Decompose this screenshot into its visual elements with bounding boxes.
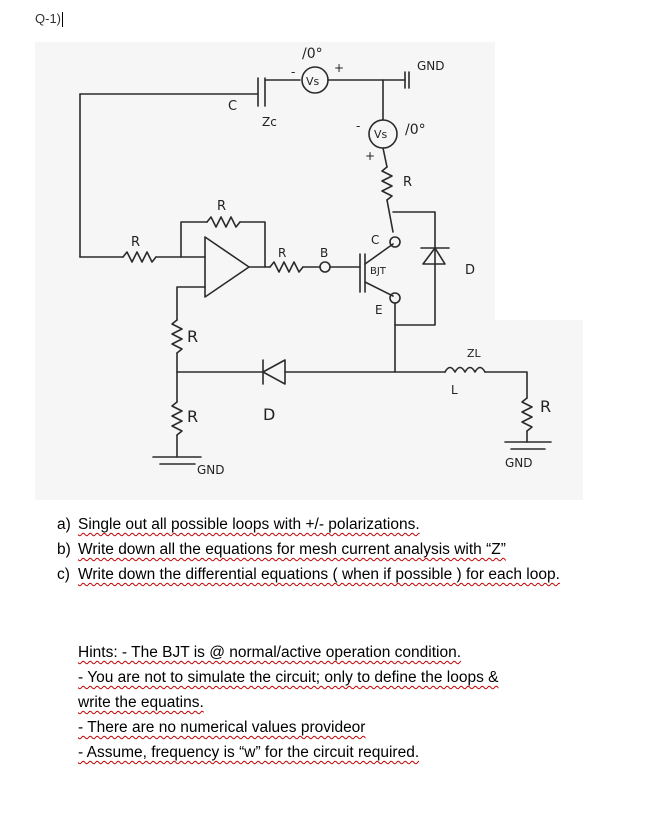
r-fb-label: R	[217, 199, 227, 214]
r-left-low-resistor	[172, 402, 182, 435]
r-right-resistor	[522, 398, 532, 431]
zl-label: ZL	[467, 347, 481, 360]
diode-right-down	[395, 264, 435, 325]
l-label: L	[451, 383, 458, 397]
hint-line: - There are no numerical values provideor	[78, 719, 366, 736]
r-to-collector	[387, 200, 393, 232]
r-in-label: R	[131, 235, 141, 250]
r-series-label: R	[403, 175, 413, 190]
collector-node	[390, 237, 400, 247]
hint-line: - You are not to simulate the circuit; only to define the loops &	[78, 669, 499, 686]
question-b: b) Write down all the equations for mesh current analysis with “Z”	[57, 541, 506, 558]
circuit-diagram	[35, 42, 583, 500]
emitter-node	[390, 293, 400, 303]
b-label: B	[320, 246, 329, 260]
r-right-label: R	[540, 397, 552, 416]
gnd-top-label: GND	[417, 59, 445, 73]
minus-mid-label: -	[356, 119, 361, 133]
d-right-label: D	[465, 263, 476, 278]
question-label: Q-1)	[35, 11, 61, 26]
bjt-label: BJT	[370, 266, 386, 277]
zc-label: Zc	[262, 115, 277, 129]
hints-block	[78, 640, 598, 765]
diode-bottom	[263, 360, 285, 384]
r-base-label: R	[278, 246, 287, 260]
r-left-mid-label: R	[187, 327, 199, 346]
hint-line: write the equatins.	[78, 694, 204, 711]
gnd-left-label: GND	[197, 463, 225, 477]
vs-mid-label: Vs	[374, 128, 388, 141]
r-fb-resistor	[207, 217, 240, 227]
gnd-left-symbol	[153, 457, 201, 464]
diode-right	[423, 248, 445, 264]
d-bottom-label: D	[263, 405, 276, 424]
r-in-resistor	[123, 252, 156, 262]
inductor-to-r	[485, 372, 527, 398]
r-left-mid-resistor	[172, 320, 182, 353]
minus-top-label: -	[291, 65, 296, 79]
vs-top-label: Vs	[306, 75, 320, 88]
angle-mid-label: /0°	[405, 122, 426, 138]
inductor	[445, 368, 485, 373]
text-cursor	[62, 12, 63, 27]
bjt-emitter	[365, 282, 393, 296]
e-label: E	[375, 303, 383, 317]
r-base-resistor	[270, 262, 303, 272]
opamp-feedback	[181, 222, 207, 257]
hint-line: - Assume, frequency is “w” for the circuit required.	[78, 744, 420, 761]
hint-line: Hints: - The BJT is @ normal/active operation condition.	[78, 644, 462, 661]
question-a: a) Single out all possible loops with +/- polarizations.	[57, 516, 420, 533]
r-left-low-label: R	[187, 407, 199, 426]
feedback-down	[240, 222, 265, 267]
questions-list	[57, 512, 617, 587]
bjt-body	[360, 254, 365, 292]
opamp-plus-wire	[177, 287, 205, 320]
bjt-collector	[365, 244, 393, 264]
plus-mid-label: +	[365, 149, 376, 163]
r-series-resistor	[382, 167, 392, 200]
c-label: C	[371, 233, 380, 247]
opamp-triangle	[205, 237, 249, 297]
cap-label: C	[228, 99, 238, 114]
gnd-right-label: GND	[505, 456, 533, 470]
mid-source-to-r	[383, 148, 387, 167]
plus-top-label: +	[334, 61, 345, 75]
gnd-right-symbol	[505, 442, 551, 449]
angle-top-label: /0°	[302, 46, 323, 62]
base-node	[320, 262, 330, 272]
question-c: c) Write down the differential equations ( when if possible ) for each loop.	[57, 566, 560, 583]
